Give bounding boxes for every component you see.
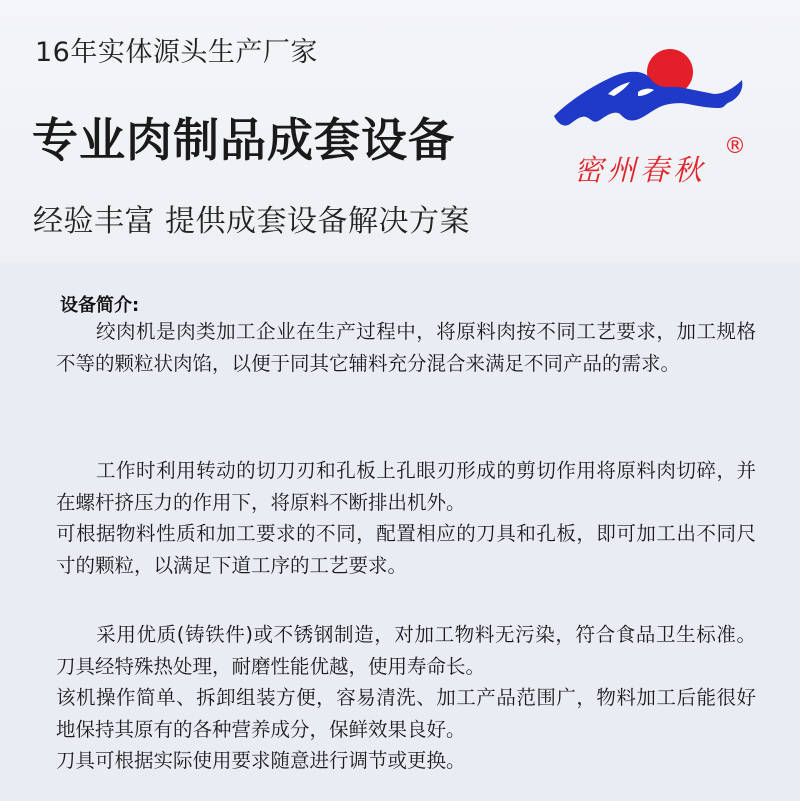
intro-section [0, 262, 800, 801]
tagline: 16年实体源头生产厂家 [35, 37, 318, 68]
header-banner [0, 0, 800, 262]
paragraph-1: 绞肉机是肉类加工企业在生产过程中，将原料肉按不同工艺要求，加工规格不等的颗粒状肉馅，以便于同其它辅料充分混合来满足不同产品的需求。 [56, 320, 756, 375]
paragraph-3: 采用优质(铸铁件)或不锈钢制造，对加工物料无污染，符合食品卫生标准。 刀具经特殊热处理，耐磨性能优越，使用寿命长。 该机操作简单、拆卸组装方便，容易清洗、加工产品范围广，物料加工后能很好地保持其原有的各种营养成分，保鲜效果良好。 刀具可根据实际使用要求随意进行调节或更换。 [56, 623, 756, 772]
section-title: 设备简介: [60, 295, 140, 316]
brand-text: 密州春秋 [574, 153, 707, 187]
headline: 专业肉制品成套设备 [32, 113, 455, 167]
registered-mark: ® [724, 134, 746, 159]
mountain-icon [554, 72, 742, 126]
paragraph-2: 工作时利用转动的切刀刃和孔板上孔眼刃形成的剪切作用将原料肉切碎，并在螺杆挤压力的作用下，将原料不断排出机外。 可根据物料性质和加工要求的不同，配置相应的刀具和孔板，即可加工出不同尺寸的颗粒，以满足下道工序的工艺要求。 [56, 459, 756, 577]
subline: 经验丰富 提供成套设备解决方案 [33, 204, 471, 239]
